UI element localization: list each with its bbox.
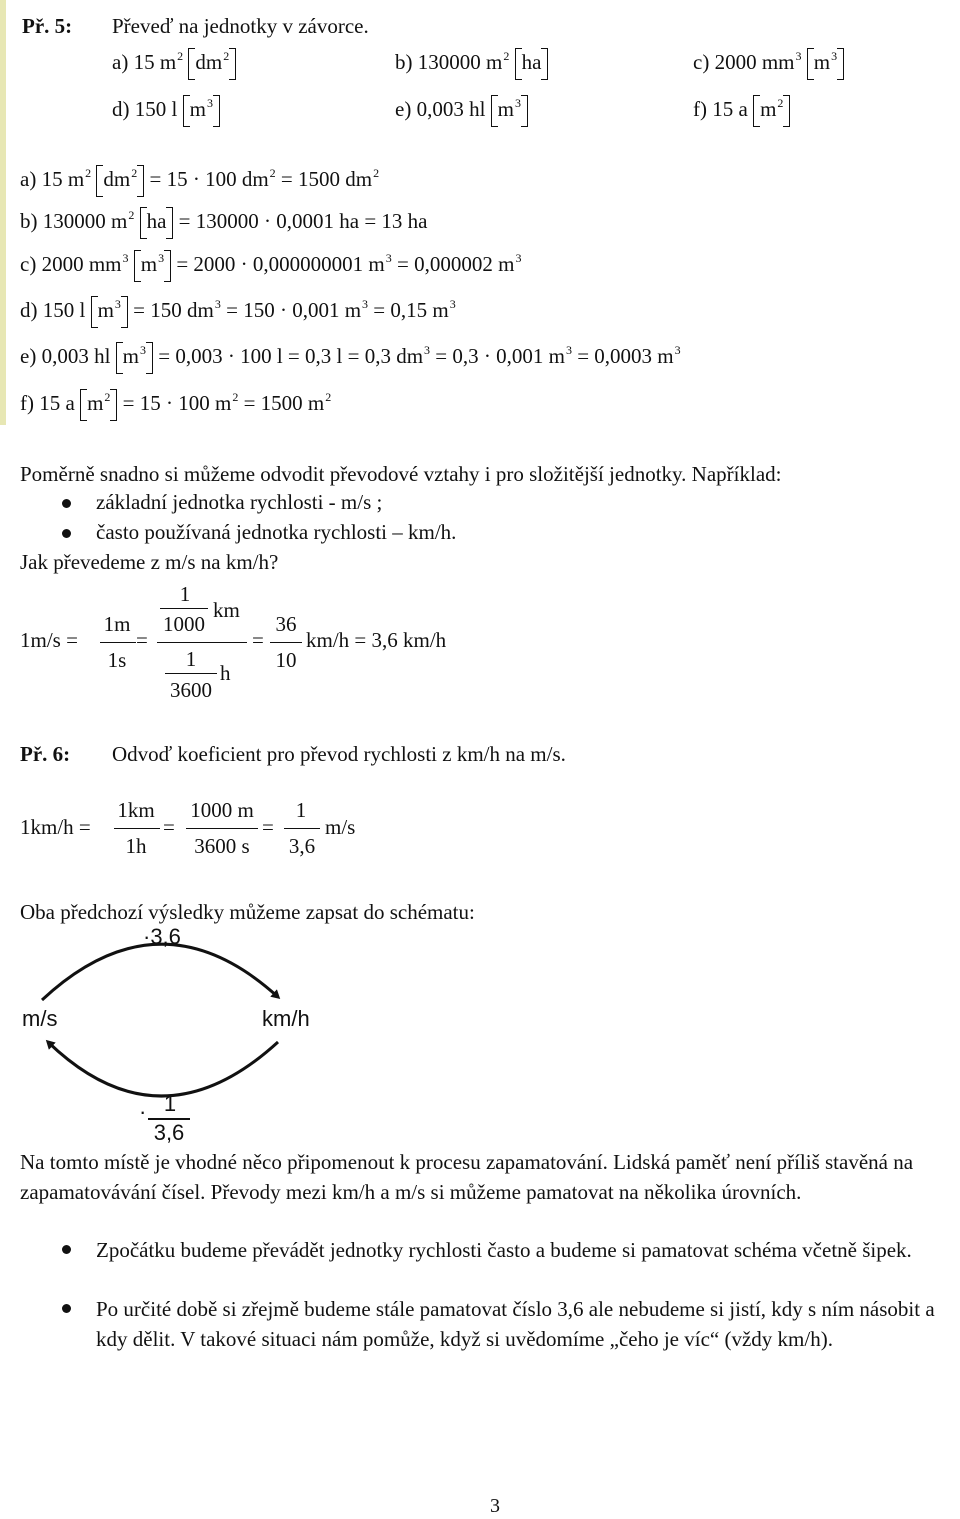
- memory-text: Na tomto místě je vhodné něco připomenout k procesu zapamatování. Lidská paměť není příliš stavěná na zapamatovávání čísel. Převody mezi km/h a m/s si můžeme pamatovat na několika úrovních.: [20, 1150, 914, 1204]
- arrow-top: [42, 944, 278, 1000]
- eq2-f3-den: 3,6: [288, 834, 316, 858]
- eq2-f1-num: 1km: [117, 798, 155, 822]
- eq1-lhs: 1m/s =: [20, 628, 78, 652]
- exercise-5-title: Převeď na jednotky v závorce.: [112, 14, 369, 38]
- exercise-6-label: Př. 6:: [20, 742, 71, 766]
- eq1-eq: =: [136, 628, 148, 652]
- arrow-bottom: [48, 1042, 278, 1096]
- eq1-eq2: =: [252, 628, 264, 652]
- eq1-f2-den-den: 3600: [170, 678, 212, 702]
- exercise-5-label: Př. 5:: [22, 14, 73, 38]
- memory-bullet-1: Zpočátku budeme převádět jednotky rychlosti často a budeme si pamatovat schéma včetně šipek.: [96, 1238, 912, 1262]
- task-c: c) 2000 $mm^3$ $m^3$: [693, 48, 844, 80]
- task-d: d) 150 l $m^3$: [112, 95, 220, 127]
- schema-bottom-den: 3,6: [153, 1120, 185, 1145]
- solution-e: e) 0,003 hl $m^3 = 0,003 \cdot 100$ l = 0,3 l = 0,3 $dm^3 = 0,3 \cdot 0,001$ $m^3 = 0,0003$ $m^3$: [20, 342, 681, 374]
- eq2-rhs: m/s: [325, 815, 356, 839]
- eq2-eq2: =: [262, 815, 274, 839]
- schema-left-unit: m/s: [22, 1006, 58, 1031]
- eq1-f1-num: 1m: [103, 612, 131, 636]
- schema-right-unit: km/h: [262, 1006, 310, 1031]
- eq1-f2-num-unit: km: [213, 598, 240, 622]
- bullet-dot: [62, 1245, 71, 1254]
- bullet-dot: [62, 1304, 71, 1313]
- schema-bottom-dot: ·: [139, 1099, 147, 1124]
- eq2-eq: =: [163, 815, 175, 839]
- task-e: e) 0,003 hl $m^3$: [395, 95, 528, 127]
- task-b: b) 130000 $m^2$ ha: [395, 48, 548, 80]
- schema-bottom-num: 1: [163, 1091, 177, 1116]
- solution-b: b) 130000 $m^2$ ha = 130000 · 0,0001 ha = 13 ha: [20, 207, 427, 239]
- eq2-f3-num: 1: [295, 798, 307, 822]
- eq1-rhs: km/h = 3,6 km/h: [306, 628, 447, 652]
- intro-bullet-1: základní jednotka rychlosti - m/s ;: [96, 490, 383, 514]
- eq1-f3-num: 36: [275, 612, 297, 636]
- eq1-f1-den: 1s: [107, 648, 127, 672]
- eq1-f2-den-unit: h: [220, 661, 231, 685]
- task-f: f) 15 a $m^2$: [693, 95, 790, 127]
- eq2-lhs: 1km/h =: [20, 815, 91, 839]
- eq2-f2-den: 3600 s: [194, 834, 250, 858]
- solution-d: d) 150 l $m^3 = 150$ $dm^3 = 150 \cdot 0,001$ $m^3 = 0,15$ $m^3$: [20, 296, 456, 328]
- intro-text: Poměrně snadno si můžeme odvodit převodové vztahy i pro složitější jednotky. Například:: [20, 462, 782, 486]
- task-a: a) 15 $m^2$ $dm^2$: [112, 48, 236, 80]
- schema-top-label: ·3,6: [143, 924, 181, 949]
- schema-intro: Oba předchozí výsledky můžeme zapsat do schématu:: [20, 900, 475, 924]
- solution-f: f) 15 a $m^2 = 15 \cdot 100$ $m^2 = 1500$ $m^2$: [20, 389, 331, 421]
- intro-bullet-2: často používaná jednotka rychlosti – km/h.: [96, 520, 457, 544]
- exercise-6-title: Odvoď koeficient pro převod rychlosti z km/h na m/s.: [112, 742, 566, 766]
- solution-c: c) 2000 $mm^3$ $m^3 = 2000 \cdot 0,000000001$ $m^3 = 0,000002$ $m^3$: [20, 250, 521, 282]
- eq1-f3-den: 10: [275, 648, 297, 672]
- memory-bullet-2: Po určité době si zřejmě budeme stále pamatovat číslo 3,6 ale nebudeme si jistí, kdy s ním násobit a kdy dělit. V takové situaci nám pomůže, když si uvědomíme „čeho je víc“ (vždy km/h).: [96, 1297, 935, 1351]
- page-number: 3: [490, 1495, 500, 1517]
- solution-a: a) 15 $m^2$ $dm^2 = 15 \cdot 100$ $dm^2 = 1500$ $dm^2$: [20, 165, 379, 197]
- eq1-f2-num-num: 1: [179, 582, 191, 606]
- eq2-f1-den: 1h: [125, 834, 147, 858]
- eq1-f2-num-den: 1000: [163, 612, 205, 636]
- eq2-f2-num: 1000 m: [190, 798, 254, 822]
- eq1-f2-den-num: 1: [185, 647, 197, 671]
- intro-question: Jak převedeme z m/s na km/h?: [20, 550, 279, 574]
